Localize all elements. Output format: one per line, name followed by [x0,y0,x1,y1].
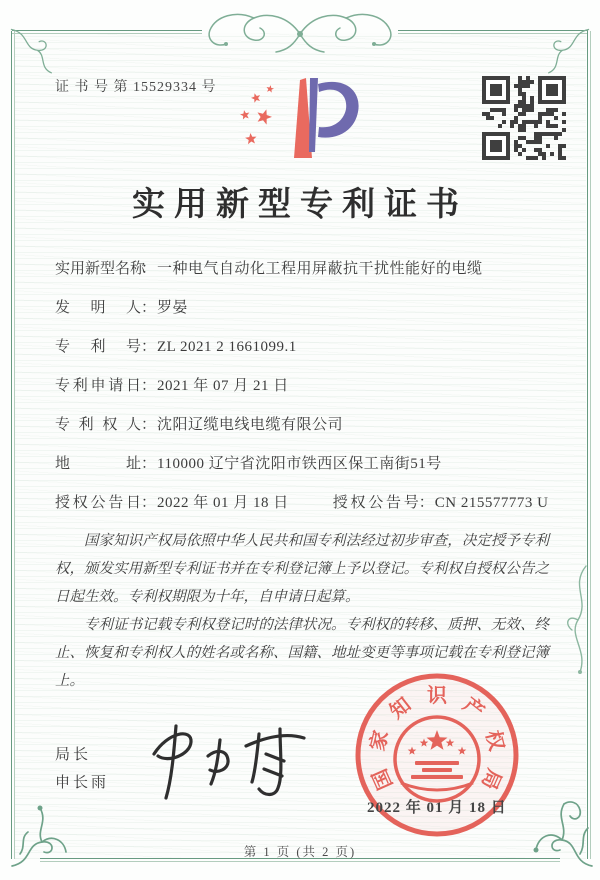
field-row [55,454,549,475]
field-label: 专利权人 [55,417,141,433]
field-value: CN 215577773 U [434,495,549,511]
field-colon: ： [141,378,157,394]
field-pair [55,454,442,475]
field-label: 专利号 [55,339,141,355]
field-colon: ： [141,417,157,433]
field-value: 罗晏 [157,300,189,316]
seal-date: 2022 年 01 月 18 日 [367,800,507,816]
field-row [55,298,549,319]
seal-ring-char: 权 [481,728,508,754]
field-value: 沈阳辽缆电线电缆有限公司 [157,417,344,433]
field-value: 2021 年 07 月 21 日 [157,378,289,394]
page-footer: 第 1 页 (共 2 页) [243,845,357,859]
field-pair [333,493,549,514]
seal-ring-char: 国 [368,765,398,793]
field-colon: ： [418,495,434,511]
border-line-top-left [12,30,202,34]
field-label: 授权公告号 [332,495,419,511]
border-line-top-right [398,30,588,34]
field-colon: ： [141,300,157,316]
certificate-number: 证 书 号 第 15529334 号 [55,80,217,95]
seal-ring-char: 知 [386,693,416,724]
signer-block [55,741,109,797]
field-colon: ： [141,495,157,511]
border-line-right [587,31,591,859]
signer-name: 申长雨 [55,774,110,791]
field-label: 授权公告日 [55,495,141,511]
field-pair [55,376,289,397]
field-row [55,493,549,514]
field-value: 2022 年 01 月 18 日 [157,495,289,511]
seal-ring-char: 识 [427,685,447,707]
legal-paragraph: 国家知识产权局依照中华人民共和国专利法经过初步审查，决定授予专利权，颁发实用新型专利证书并在专利登记簿上予以登记。专利权自授权公告之日起生效。专利权期限为十年，自申请日起算。 [55,533,549,605]
field-pair [55,259,483,280]
field-label: 专利申请日 [55,378,141,394]
field-value: ZL 2021 2 1661099.1 [157,339,297,355]
field-colon: ： [141,456,157,472]
seal-ring-char: 家 [366,728,393,754]
field-row [55,415,549,436]
field-label: 发明人 [55,300,141,316]
field-pair [55,415,343,436]
field-row [55,376,549,397]
certificate-title: 实用新型专利证书 [132,187,468,223]
legal-paragraph: 专利证书记载专利权登记时的法律状况。专利权的转移、质押、无效、终止、恢复和专利权人的姓名或名称、国籍、地址变更等事项记载在专利登记簿上。 [55,617,549,689]
field-pair [55,337,297,358]
signature-handwriting [128,720,323,808]
field-pair [55,298,188,319]
qr-code [482,76,566,160]
field-value: 一种电气自动化工程用屏蔽抗干扰性能好的电缆 [157,261,483,277]
field-label: 实用新型名称 [55,261,146,277]
field-row [55,337,549,358]
field-row [55,259,549,280]
field-label: 地址 [55,456,141,472]
field-colon: ： [141,261,157,277]
cnipa-logo [236,76,388,182]
seal-ring-char: 局 [476,765,506,793]
border-line-left [11,31,15,859]
field-pair [55,493,289,514]
signer-title: 局长 [55,746,92,763]
seal-ring-char: 产 [458,693,488,724]
field-list [55,259,549,514]
field-value: 110000 辽宁省沈阳市铁西区保工南街51号 [157,456,442,472]
field-colon: ： [141,339,157,355]
